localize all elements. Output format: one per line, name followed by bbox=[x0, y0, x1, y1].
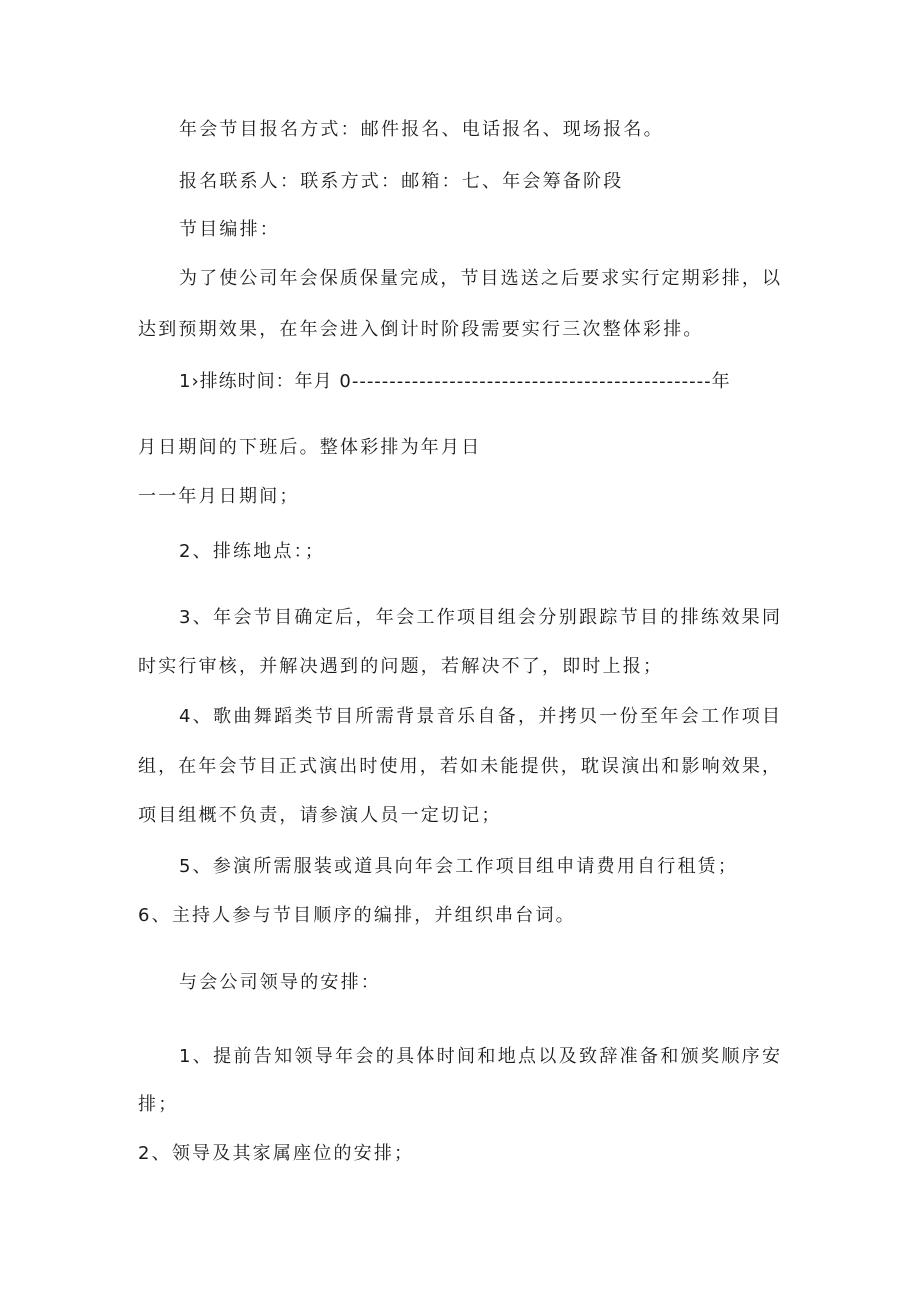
heading-leadership-arrangement: 与会公司领导的安排： bbox=[179, 972, 381, 993]
item-3-line-1: 3、年会节目确定后，年会工作项目组会分别跟踪节目的排练效果同 bbox=[179, 607, 782, 628]
item-4-line-3: 项目组概不负责，请参演人员一定切记； bbox=[138, 805, 502, 826]
item-5-costumes: 5、参演所需服装或道具向年会工作项目组申请费用自行租赁； bbox=[179, 856, 739, 877]
heading-program-arrangement: 节目编排： bbox=[179, 219, 280, 240]
item-4-line-1: 4、歌曲舞蹈类节目所需背景音乐自备，并拷贝一份至年会工作项目 bbox=[179, 706, 782, 727]
leadership-item-1-line-2: 排； bbox=[138, 1094, 179, 1115]
item-1-rehearsal-time-line-1: 1›排练时间：年月 0------------------------------------------------年 bbox=[179, 371, 731, 392]
item-1-rehearsal-time-line-3: 一一年月日期间； bbox=[138, 486, 300, 507]
paragraph-registration-contact: 报名联系人：联系方式：邮箱：七、年会筹备阶段 bbox=[179, 171, 624, 192]
paragraph-rehearsal-intro-line-2: 达到预期效果，在年会进入倒计时阶段需要实行三次整体彩排。 bbox=[138, 319, 704, 340]
item-1-rehearsal-time-line-2: 月日期间的下班后。整体彩排为年月日 bbox=[138, 437, 482, 458]
item-6-host: 6、主持人参与节目顺序的编排，并组织串台词。 bbox=[138, 905, 576, 926]
item-4-line-2: 组，在年会节目正式演出时使用，若如未能提供，耽误演出和影响效果， bbox=[138, 756, 782, 777]
leadership-item-2-seating: 2、领导及其家属座位的安排； bbox=[138, 1143, 415, 1164]
item-3-line-2: 时实行审核，并解决遇到的问题，若解决不了，即时上报； bbox=[138, 656, 664, 677]
leadership-item-1-line-1: 1、提前告知领导年会的具体时间和地点以及致辞准备和颁奖顺序安 bbox=[179, 1046, 782, 1067]
item-2-rehearsal-location: 2、排练地点：； bbox=[179, 541, 326, 562]
paragraph-rehearsal-intro-line-1: 为了使公司年会保质保量完成，节目选送之后要求实行定期彩排，以 bbox=[179, 268, 782, 289]
paragraph-registration-method: 年会节目报名方式：邮件报名、电话报名、现场报名。 bbox=[179, 119, 664, 140]
